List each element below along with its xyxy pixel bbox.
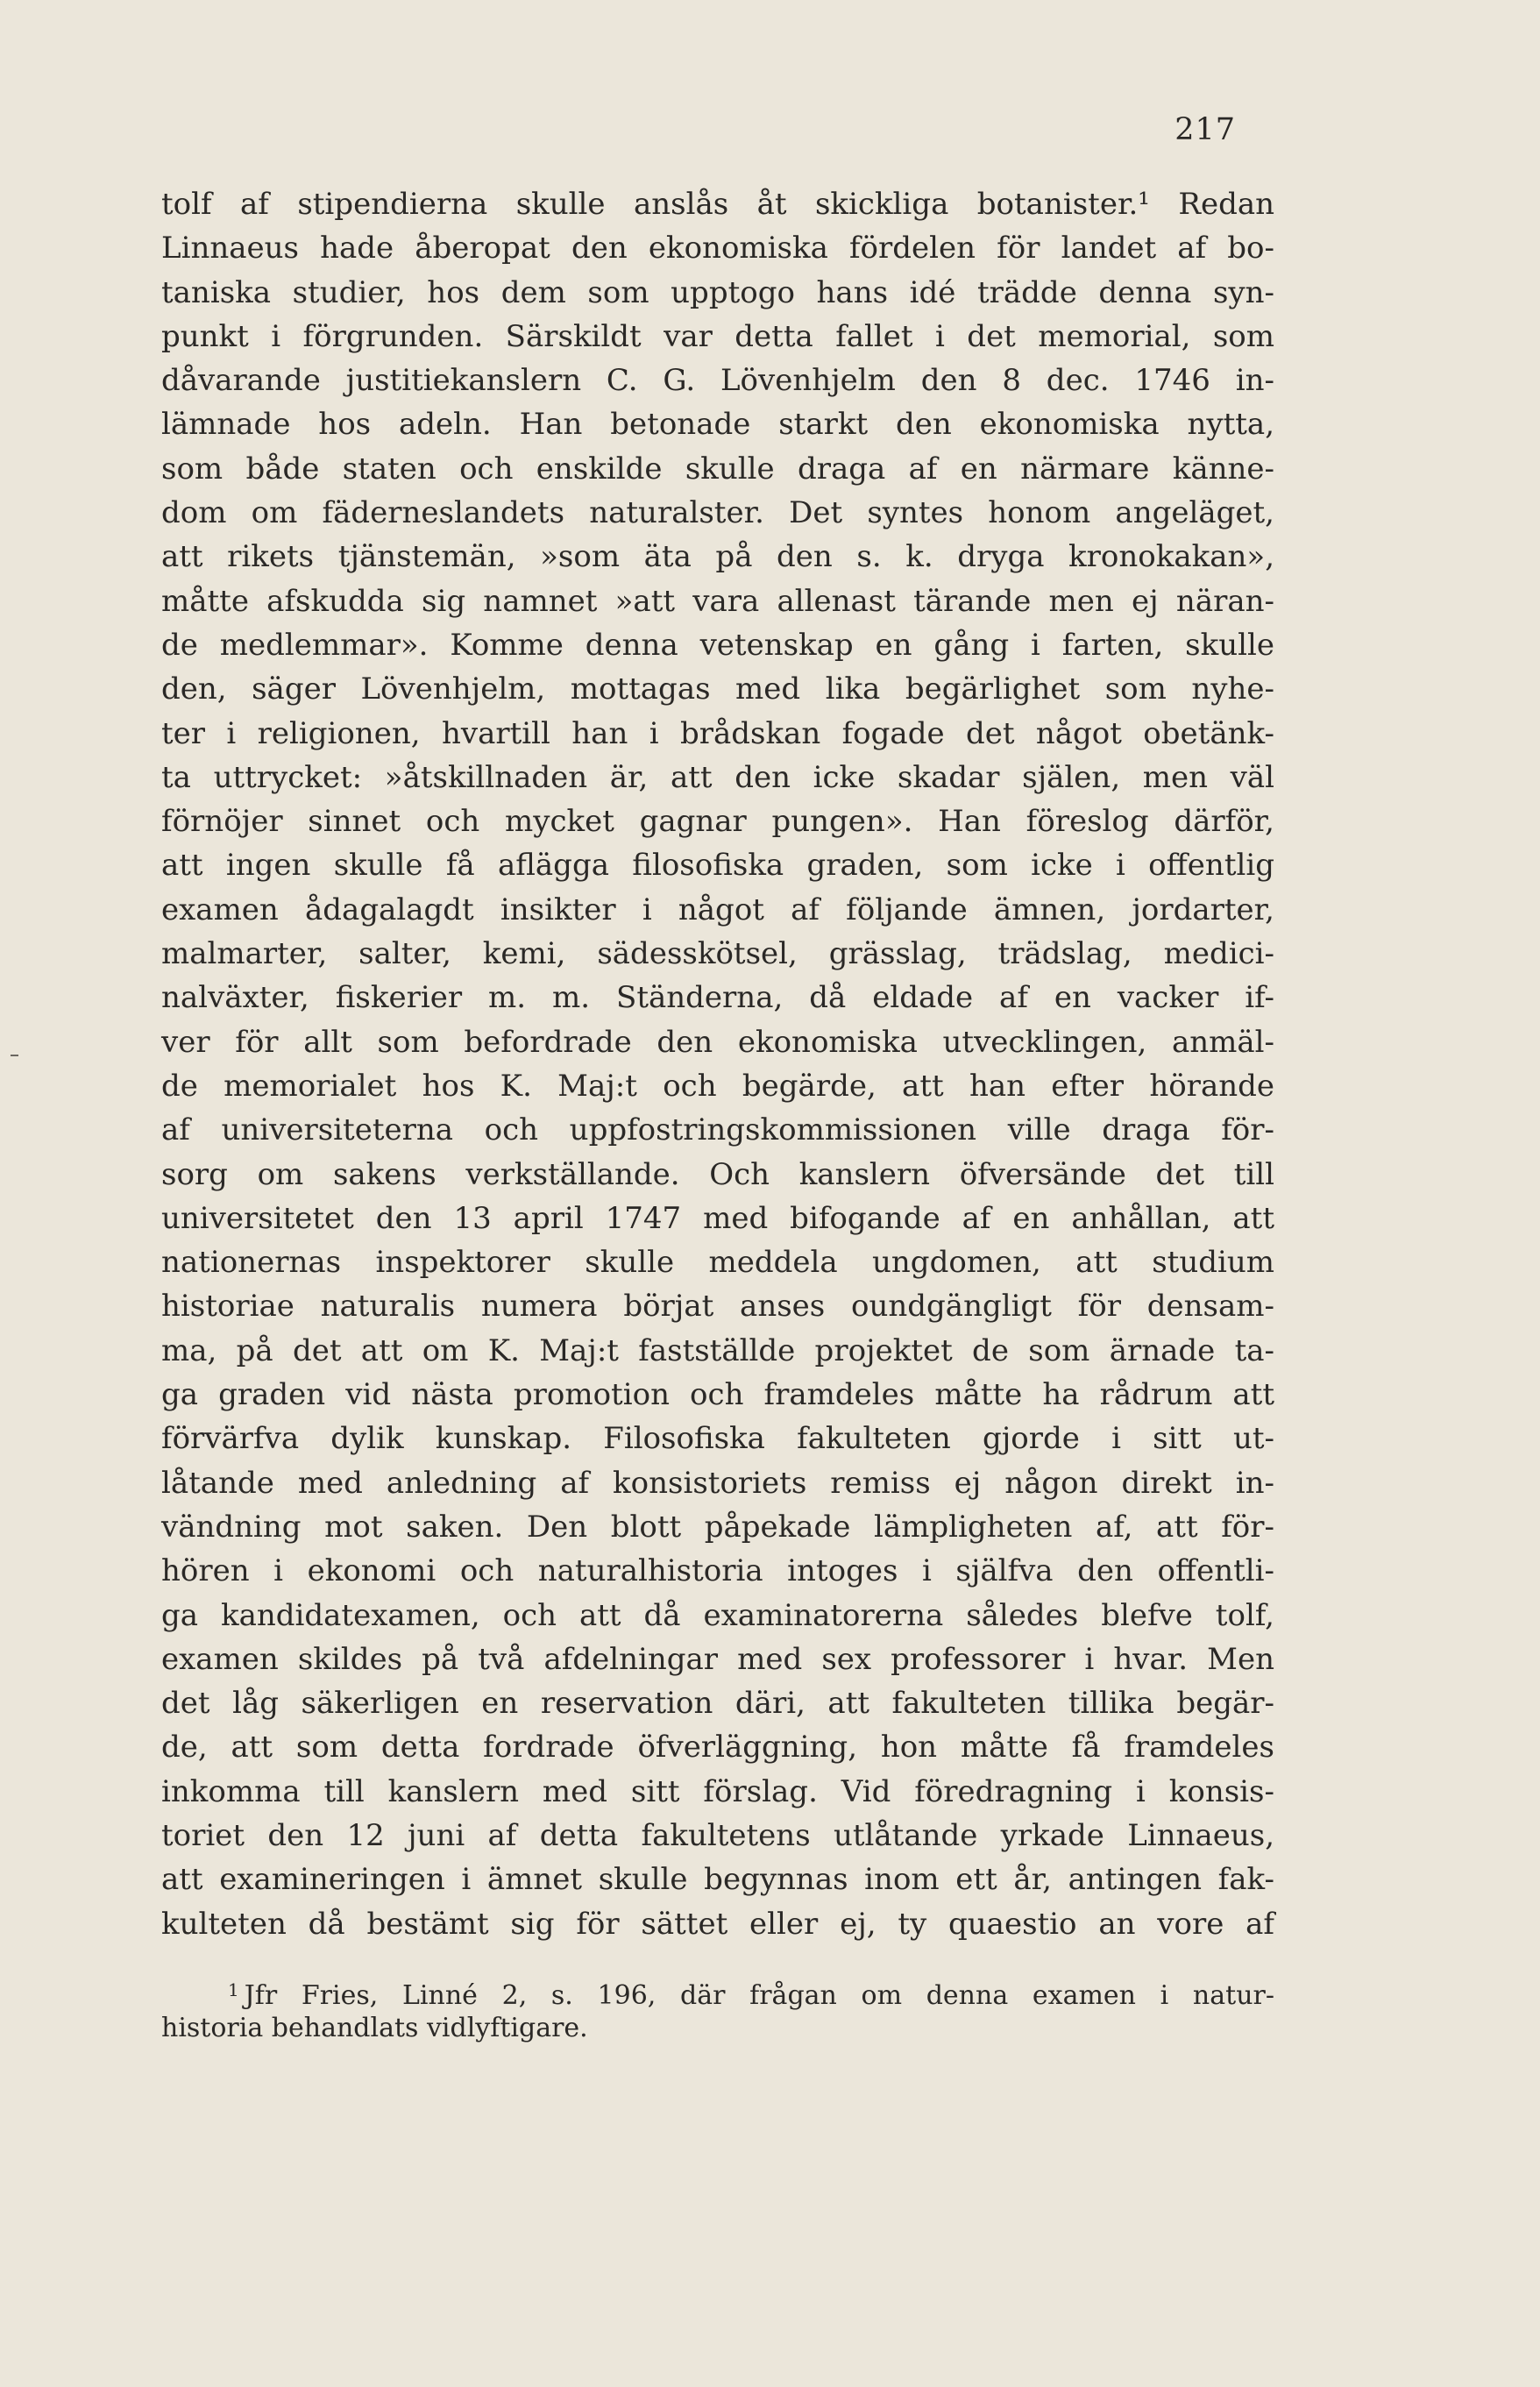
text-line: det låg säkerligen en reservation däri, att fakulteten tillika begär-: [161, 1686, 1274, 1722]
text-line: att ingen skulle få aflägga filosofiska graden, som icke i offentlig: [161, 848, 1274, 884]
text-line: låtande med anledning af konsistoriets remiss ej någon direkt in-: [161, 1465, 1274, 1501]
text-line: Linnaeus hade åberopat den ekonomiska fördelen för landet af bo-: [161, 231, 1274, 266]
body-text: [161, 182, 1274, 1946]
margin-mark: [11, 1055, 18, 1056]
page-number: 217: [1175, 112, 1236, 147]
text-line: tolf af stipendierna skulle anslås åt skickliga botanister.¹ Redan: [161, 187, 1274, 222]
text-line: hören i ekonomi och naturalhistoria intoges i själfva den offentli-: [161, 1553, 1274, 1589]
text-line: förvärfva dylik kunskap. Filosofiska fakulteten gjorde i sitt ut-: [161, 1421, 1274, 1457]
text-line: ter i religionen, hvartill han i brådskan fogade det något obetänk-: [161, 715, 1274, 751]
text-line: universitetet den 13 april 1747 med bifogande af en anhållan, att: [161, 1200, 1274, 1236]
text-line: historiae naturalis numera börjat anses oundgängligt för densam-: [161, 1289, 1274, 1325]
text-line: de medlemmar». Komme denna vetenskap en gång i farten, skulle: [161, 627, 1274, 663]
text-line: lämnade hos adeln. Han betonade starkt den ekonomiska nytta,: [161, 407, 1274, 443]
text-line: nationernas inspektorer skulle meddela ungdomen, att studium: [161, 1245, 1274, 1281]
footnote-line: [161, 2009, 1274, 2048]
footnote-line: [161, 1971, 1274, 2009]
footnote-marker: 1: [228, 1979, 239, 2000]
text-line: punkt i förgrunden. Särskildt var detta fallet i det memorial, som: [161, 318, 1274, 354]
text-line: måtte afskudda sig namnet »att vara allenast tärande men ej näran-: [161, 583, 1274, 619]
text-line: inkomma till kanslern med sitt förslag. Vid föredragning i konsis-: [161, 1773, 1274, 1809]
text-line: taniska studier, hos dem som upptogo hans idé trädde denna syn-: [161, 274, 1274, 310]
text-line: kulteten då bestämt sig för sättet eller ej, ty quaestio an vore af: [161, 1906, 1274, 1942]
text-line: sorg om sakens verkställande. Och kanslern öfversände det till: [161, 1156, 1274, 1192]
text-line: den, säger Lövenhjelm, mottagas med lika begärlighet som nyhe-: [161, 671, 1274, 707]
text-line: examen skildes på två afdelningar med sex professorer i hvar. Men: [161, 1641, 1274, 1677]
footnote-text: Jfr Fries, Linné 2, s. 196, där frågan om denna examen i natur-: [244, 1980, 1274, 2011]
footnotes: [161, 1971, 1274, 2048]
text-line: malmarter, salter, kemi, sädesskötsel, grässlag, trädslag, medici-: [161, 936, 1274, 972]
footnote-text: historia behandlats vidlyftigare.: [161, 2013, 588, 2043]
text-line: som både staten och enskilde skulle draga af en närmare känne-: [161, 451, 1274, 487]
text-line: förnöjer sinnet och mycket gagnar pungen». Han föreslog därför,: [161, 804, 1274, 840]
text-line: de, att som detta fordrade öfverläggning, hon måtte få framdeles: [161, 1730, 1274, 1765]
text-line: dåvarande justitiekanslern C. G. Lövenhjelm den 8 dec. 1746 in-: [161, 363, 1274, 399]
text-line: af universiteterna och uppfostringskommissionen ville draga för-: [161, 1112, 1274, 1148]
text-line: ga graden vid nästa promotion och framdeles måtte ha rådrum att: [161, 1377, 1274, 1413]
text-line: nalväxter, fiskerier m. m. Ständerna, då eldade af en vacker if-: [161, 980, 1274, 1016]
text-line: ver för allt som befordrade den ekonomiska utvecklingen, anmäl-: [161, 1024, 1274, 1060]
text-line: dom om fäderneslandets naturalster. Det syntes honom angeläget,: [161, 495, 1274, 531]
text-line: examen ådagalagdt insikter i något af följande ämnen, jordarter,: [161, 892, 1274, 927]
text-line: att examineringen i ämnet skulle begynnas inom ett år, antingen fak-: [161, 1862, 1274, 1898]
text-line: ta uttrycket: »åtskillnaden är, att den icke skadar själen, men väl: [161, 759, 1274, 795]
text-line: ga kandidatexamen, och att då examinatorerna således blefve tolf,: [161, 1597, 1274, 1633]
text-line: att rikets tjänstemän, »som äta på den s. k. dryga kronokakan»,: [161, 539, 1274, 575]
text-line: de memorialet hos K. Maj:t och begärde, att han efter hörande: [161, 1068, 1274, 1104]
text-line: vändning mot saken. Den blott påpekade lämpligheten af, att för-: [161, 1509, 1274, 1545]
text-line: toriet den 12 juni af detta fakultetens utlåtande yrkade Linnaeus,: [161, 1817, 1274, 1853]
text-line: ma, på det att om K. Maj:t fastställde projektet de som ärnade ta-: [161, 1332, 1274, 1368]
